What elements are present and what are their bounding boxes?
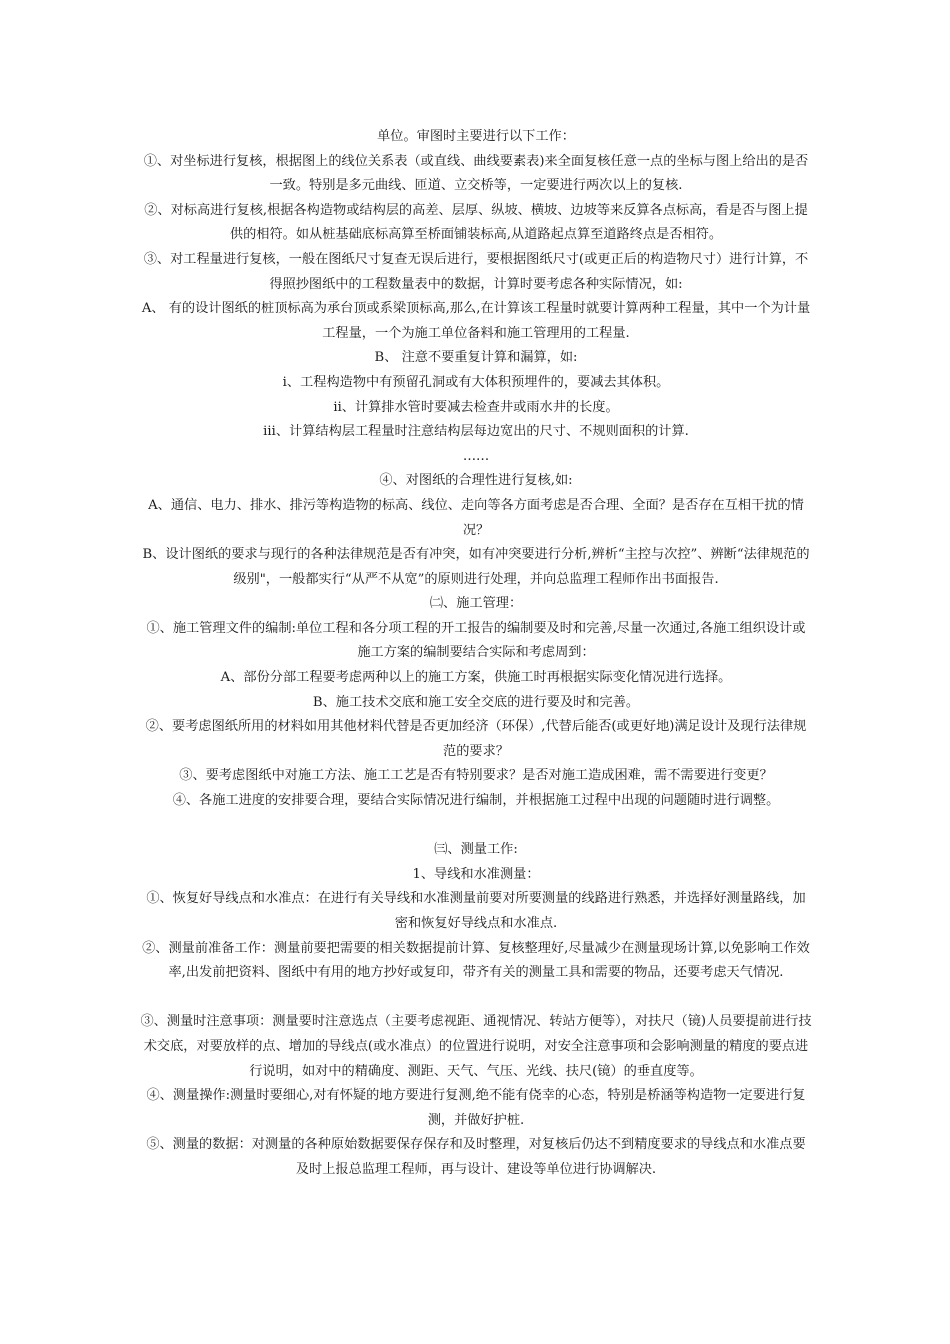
paragraph-materials: ②、要考虑图纸所用的材料如用其他材料代替是否更加经济（环保）,代替后能否(或更好地)满足设计及现行法律规范的要求？ — [145, 719, 807, 759]
paragraph-quantity-a: A、 有的设计图纸的桩顶标高为承台顶或系梁顶标高,那么,在计算该工程量时就要计算两种工程量，其中一个为计量工程量，一个为施工单位备料和施工管理用的工程量. — [141, 301, 811, 341]
paragraph-management-docs: ①、施工管理文件的编制:单位工程和各分项工程的开工报告的编制要及时和完善,尽量一次通过,各施工组织设计或施工方案的编制要结合实际和考虑周到： — [146, 620, 806, 661]
paragraph-management-b: B、施工技术交底和施工安全交底的进行要及时和完善。 — [312, 694, 640, 710]
paragraph-rationality-check: ④、对图纸的合理性进行复核,如: — [379, 473, 573, 489]
section-heading-survey: ㈢、测量工作: — [434, 842, 518, 858]
paragraph-survey-operation: ④、测量操作:测量时要细心,对有怀疑的地方要进行复测,绝不能有侥幸的心态，特别是桥涵等构造物一定要进行复测，并做好护桩. — [146, 1088, 806, 1128]
section-heading-construction-management: ㈡、施工管理： — [429, 596, 523, 612]
subheading-traverse-leveling: 1、导线和水准测量： — [412, 866, 540, 882]
paragraph-intro: 单位。审图时主要进行以下工作： — [377, 129, 575, 144]
paragraph-quantity-b: B、 注意不要重复计算和漏算，如: — [374, 350, 578, 366]
paragraph-quantity-b-ii: ⅱ、计算排水管时要减去检查井或雨水井的长度。 — [333, 399, 619, 415]
paragraph-restore-points: ①、恢复好导线点和水准点：在进行有关导线和水准测量前要对所要测量的线路进行熟悉，并选择好测量路线，加密和恢复好导线点和水准点. — [146, 891, 806, 931]
paragraph-quantity-b-iii: ⅲ、计算结构层工程量时注意结构层每边宽出的尺寸、不规则面积的计算. — [263, 424, 689, 440]
paragraph-management-a: A、部份分部工程要考虑两种以上的施工方案，供施工时再根据实际变化情况进行选择。 — [220, 670, 732, 686]
paragraph-coordinate-check: ①、对坐标进行复核，根据图上的线位关系表（或直线、曲线要素表)来全面复核任意一点的坐标与图上给出的是否一致。特别是多元曲线、匝道、立交桥等，一定要进行两次以上的复核. — [143, 153, 809, 194]
paragraph-survey-prep: ②、测量前准备工作：测量前要把需要的相关数据提前计算、复核整理好,尽量减少在测量现场计算,以免影响工作效率,出发前把资料、图纸中有用的地方抄好或复印，带齐有关的测量工具和需要的物品，还要考虑天气情况. — [142, 940, 810, 981]
blank-line — [140, 814, 812, 839]
paragraph-schedule: ④、各施工进度的安排要合理，要结合实际情况进行编制，并根据施工过程中出现的问题随时进行调整。 — [172, 793, 780, 809]
paragraph-quantity-check: ③、对工程量进行复核，一般在图纸尺寸复查无误后进行，要根据图纸尺寸(或更正后的构造物尺寸）进行计算，不得照抄图纸中的工程数量表中的数据，计算时要考虑各种实际情况，如: — [143, 251, 809, 292]
paragraph-ellipsis: …… — [462, 448, 490, 464]
document-body — [140, 125, 812, 1183]
paragraph-construction-methods: ③、要考虑图纸中对施工方法、施工工艺是否有特别要求？是否对施工造成困难，需不需要进行变更？ — [179, 768, 773, 784]
paragraph-survey-data: ⑤、测量的数据：对测量的各种原始数据要保存保存和及时整理，对复核后仍达不到精度要求的导线点和水准点要及时上报总监理工程师，再与设计、建设等单位进行协调解决. — [146, 1137, 806, 1177]
paragraph-rationality-a: A、通信、电力、排水、排污等构造物的标高、线位、走向等各方面考虑是否合理、全面？是否存在互相干扰的情况？ — [148, 497, 804, 538]
blank-line — [140, 986, 812, 1011]
paragraph-survey-notes: ③、测量时注意事项：测量要时注意选点（主要考虑视距、通视情况、转站方便等），对扶尺（镜)人员要提前进行技术交底，对要放样的点、增加的导线点(或水准点）的位置进行说明，对安全注意事项和会影响测量的精度的要点进行说明，如对中的精确度、测距、天气、气压、光线、扶尺(镜）的垂直度等。 — [140, 1014, 812, 1079]
paragraph-rationality-b: B、设计图纸的要求与现行的各种法律规范是否有冲突，如有冲突要进行分析,辨析“主控与次控”、辨断“法律规范的级别"，一般都实行“从严不从宽”的原则进行处理，并向总监理工程师作出书面报告. — [142, 547, 810, 587]
paragraph-quantity-b-i: ⅰ、工程构造物中有预留孔洞或有大体积预埋件的，要减去其体积。 — [282, 374, 670, 390]
paragraph-elevation-check: ②、对标高进行复核,根据各构造物或结构层的高差、层厚、纵坡、横坡、边坡等来反算各点标高，看是否与图上提供的相符。如从桩基础底标高算至桥面铺装标高,从道路起点算至道路终点是否相符。 — [144, 202, 808, 243]
